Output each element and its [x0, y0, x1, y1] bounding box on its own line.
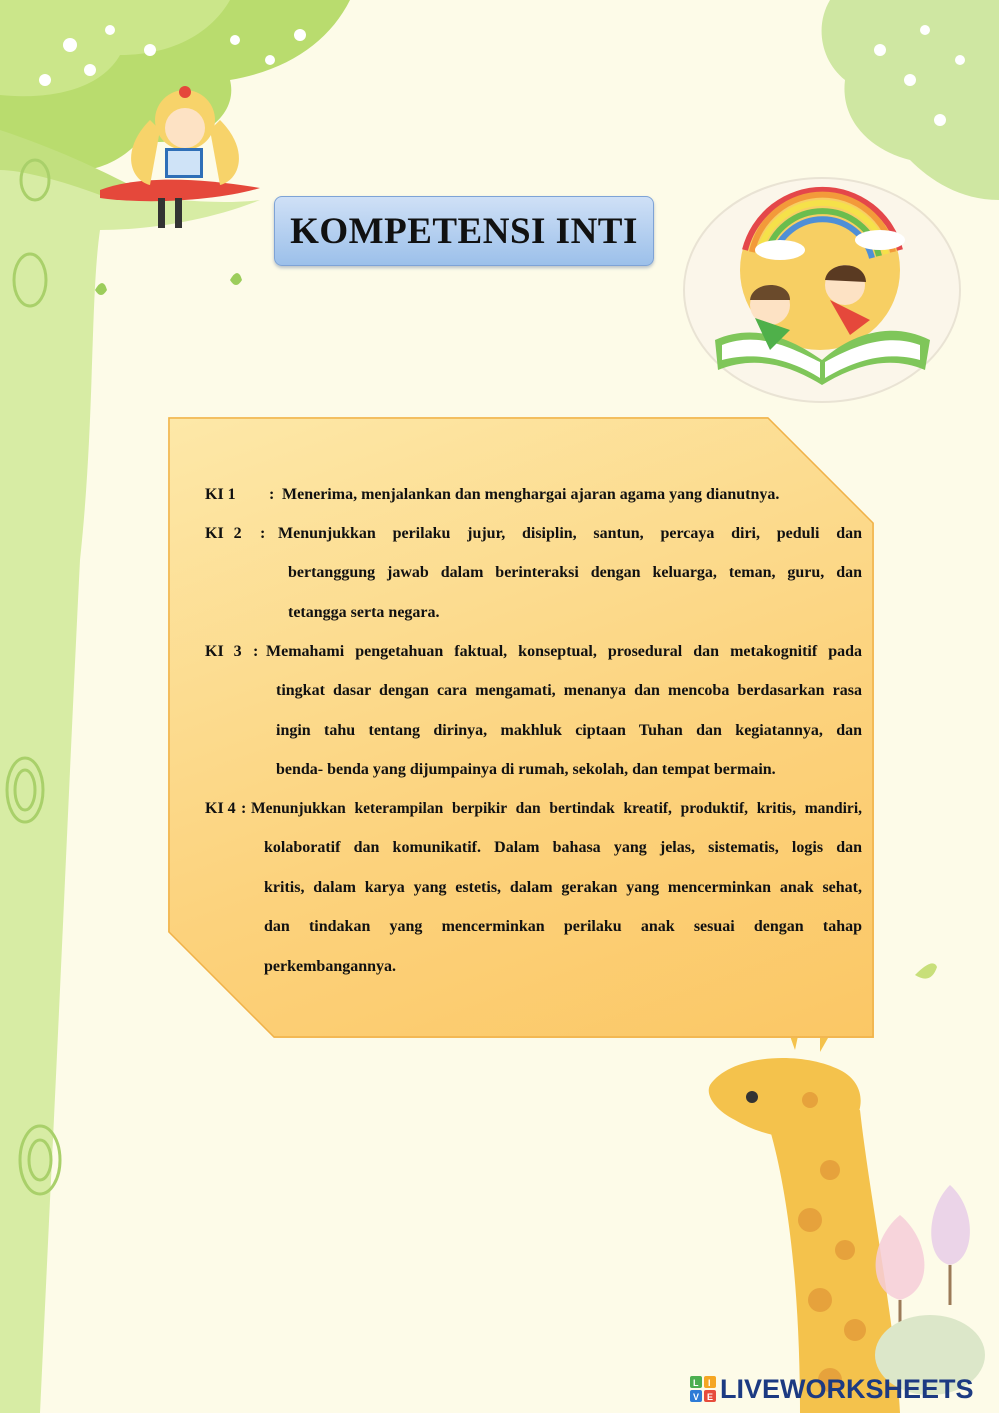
- liveworksheets-logo-mark-icon: [690, 1376, 716, 1402]
- tree-canopy-right: [822, 0, 999, 200]
- ki-4-item: [205, 789, 862, 986]
- ki-1-separator: :: [269, 486, 275, 503]
- ki-3-label: KI 3: [205, 643, 242, 660]
- ki-3-line-4: benda- benda yang dijumpainya di rumah, sekolah, dan tempat bermain.: [276, 761, 776, 779]
- ki-4-line-1: Menunjukkan keterampilan berpikir dan bertindak kreatif, produktif, kritis, mandiri,: [251, 800, 862, 817]
- ki-2-item: [205, 514, 862, 632]
- giraffe-illustration: [709, 1036, 900, 1413]
- svg-text:E: E: [707, 1392, 714, 1402]
- svg-text:I: I: [708, 1378, 711, 1388]
- ki-2-line-2: bertanggung jawab dalam berinteraksi dengan keluarga, teman, guru, dan: [288, 564, 862, 582]
- title-banner: [274, 196, 654, 266]
- ki-3-separator: :: [253, 643, 259, 660]
- leaf-decoration: [915, 963, 937, 978]
- ki-2-label: KI 2: [205, 525, 242, 542]
- ki-1-label: KI 1: [205, 486, 236, 503]
- ki-4-line-2: kolaboratif dan komunikatif. Dalam bahasa yang jelas, sistematis, logis dan: [264, 839, 862, 857]
- ki-2-separator: :: [260, 525, 266, 542]
- ki-4-line-3: kritis, dalam karya yang estetis, dalam gerakan yang mencerminkan anak sehat,: [264, 878, 862, 896]
- ki-4-label: KI 4: [205, 800, 236, 817]
- svg-text:L: L: [693, 1378, 699, 1388]
- ki-3-line-1: Memahami pengetahuan faktual, konseptual, prosedural dan metakognitif pada: [266, 643, 862, 660]
- small-trees-illustration: [875, 1185, 985, 1395]
- kids-reading-book-picture: [684, 178, 960, 402]
- ki-4-line-4: dan tindakan yang mencerminkan perilaku anak sesuai dengan tahap: [264, 918, 862, 936]
- ki-2-line-1: Menunjukkan perilaku jujur, disiplin, santun, percaya diri, peduli dan: [278, 525, 862, 542]
- ki-3-line-2: tingkat dasar dengan cara mengamati, menanya dan mencoba berdasarkan rasa: [276, 682, 862, 700]
- liveworksheets-logo[interactable]: [690, 1372, 974, 1406]
- ki-2-line-3: tetangga serta negara.: [288, 603, 440, 621]
- liveworksheets-logo-text: LIVEWORKSHEETS: [720, 1373, 974, 1404]
- ki-1-item: [205, 475, 862, 514]
- page-title: KOMPETENSI INTI: [290, 210, 638, 252]
- ki-4-line-5: perkembangannya.: [264, 957, 397, 975]
- ki-1-text: Menerima, menjalankan dan menghargai ajaran agama yang dianutnya.: [282, 486, 780, 503]
- ki-4-separator: :: [241, 800, 247, 817]
- ki-3-item: [205, 632, 862, 790]
- ki-3-line-3: ingin tahu tentang dirinya, makhluk ciptaan Tuhan dan kegiatannya, dan: [276, 721, 862, 739]
- svg-text:V: V: [693, 1392, 700, 1402]
